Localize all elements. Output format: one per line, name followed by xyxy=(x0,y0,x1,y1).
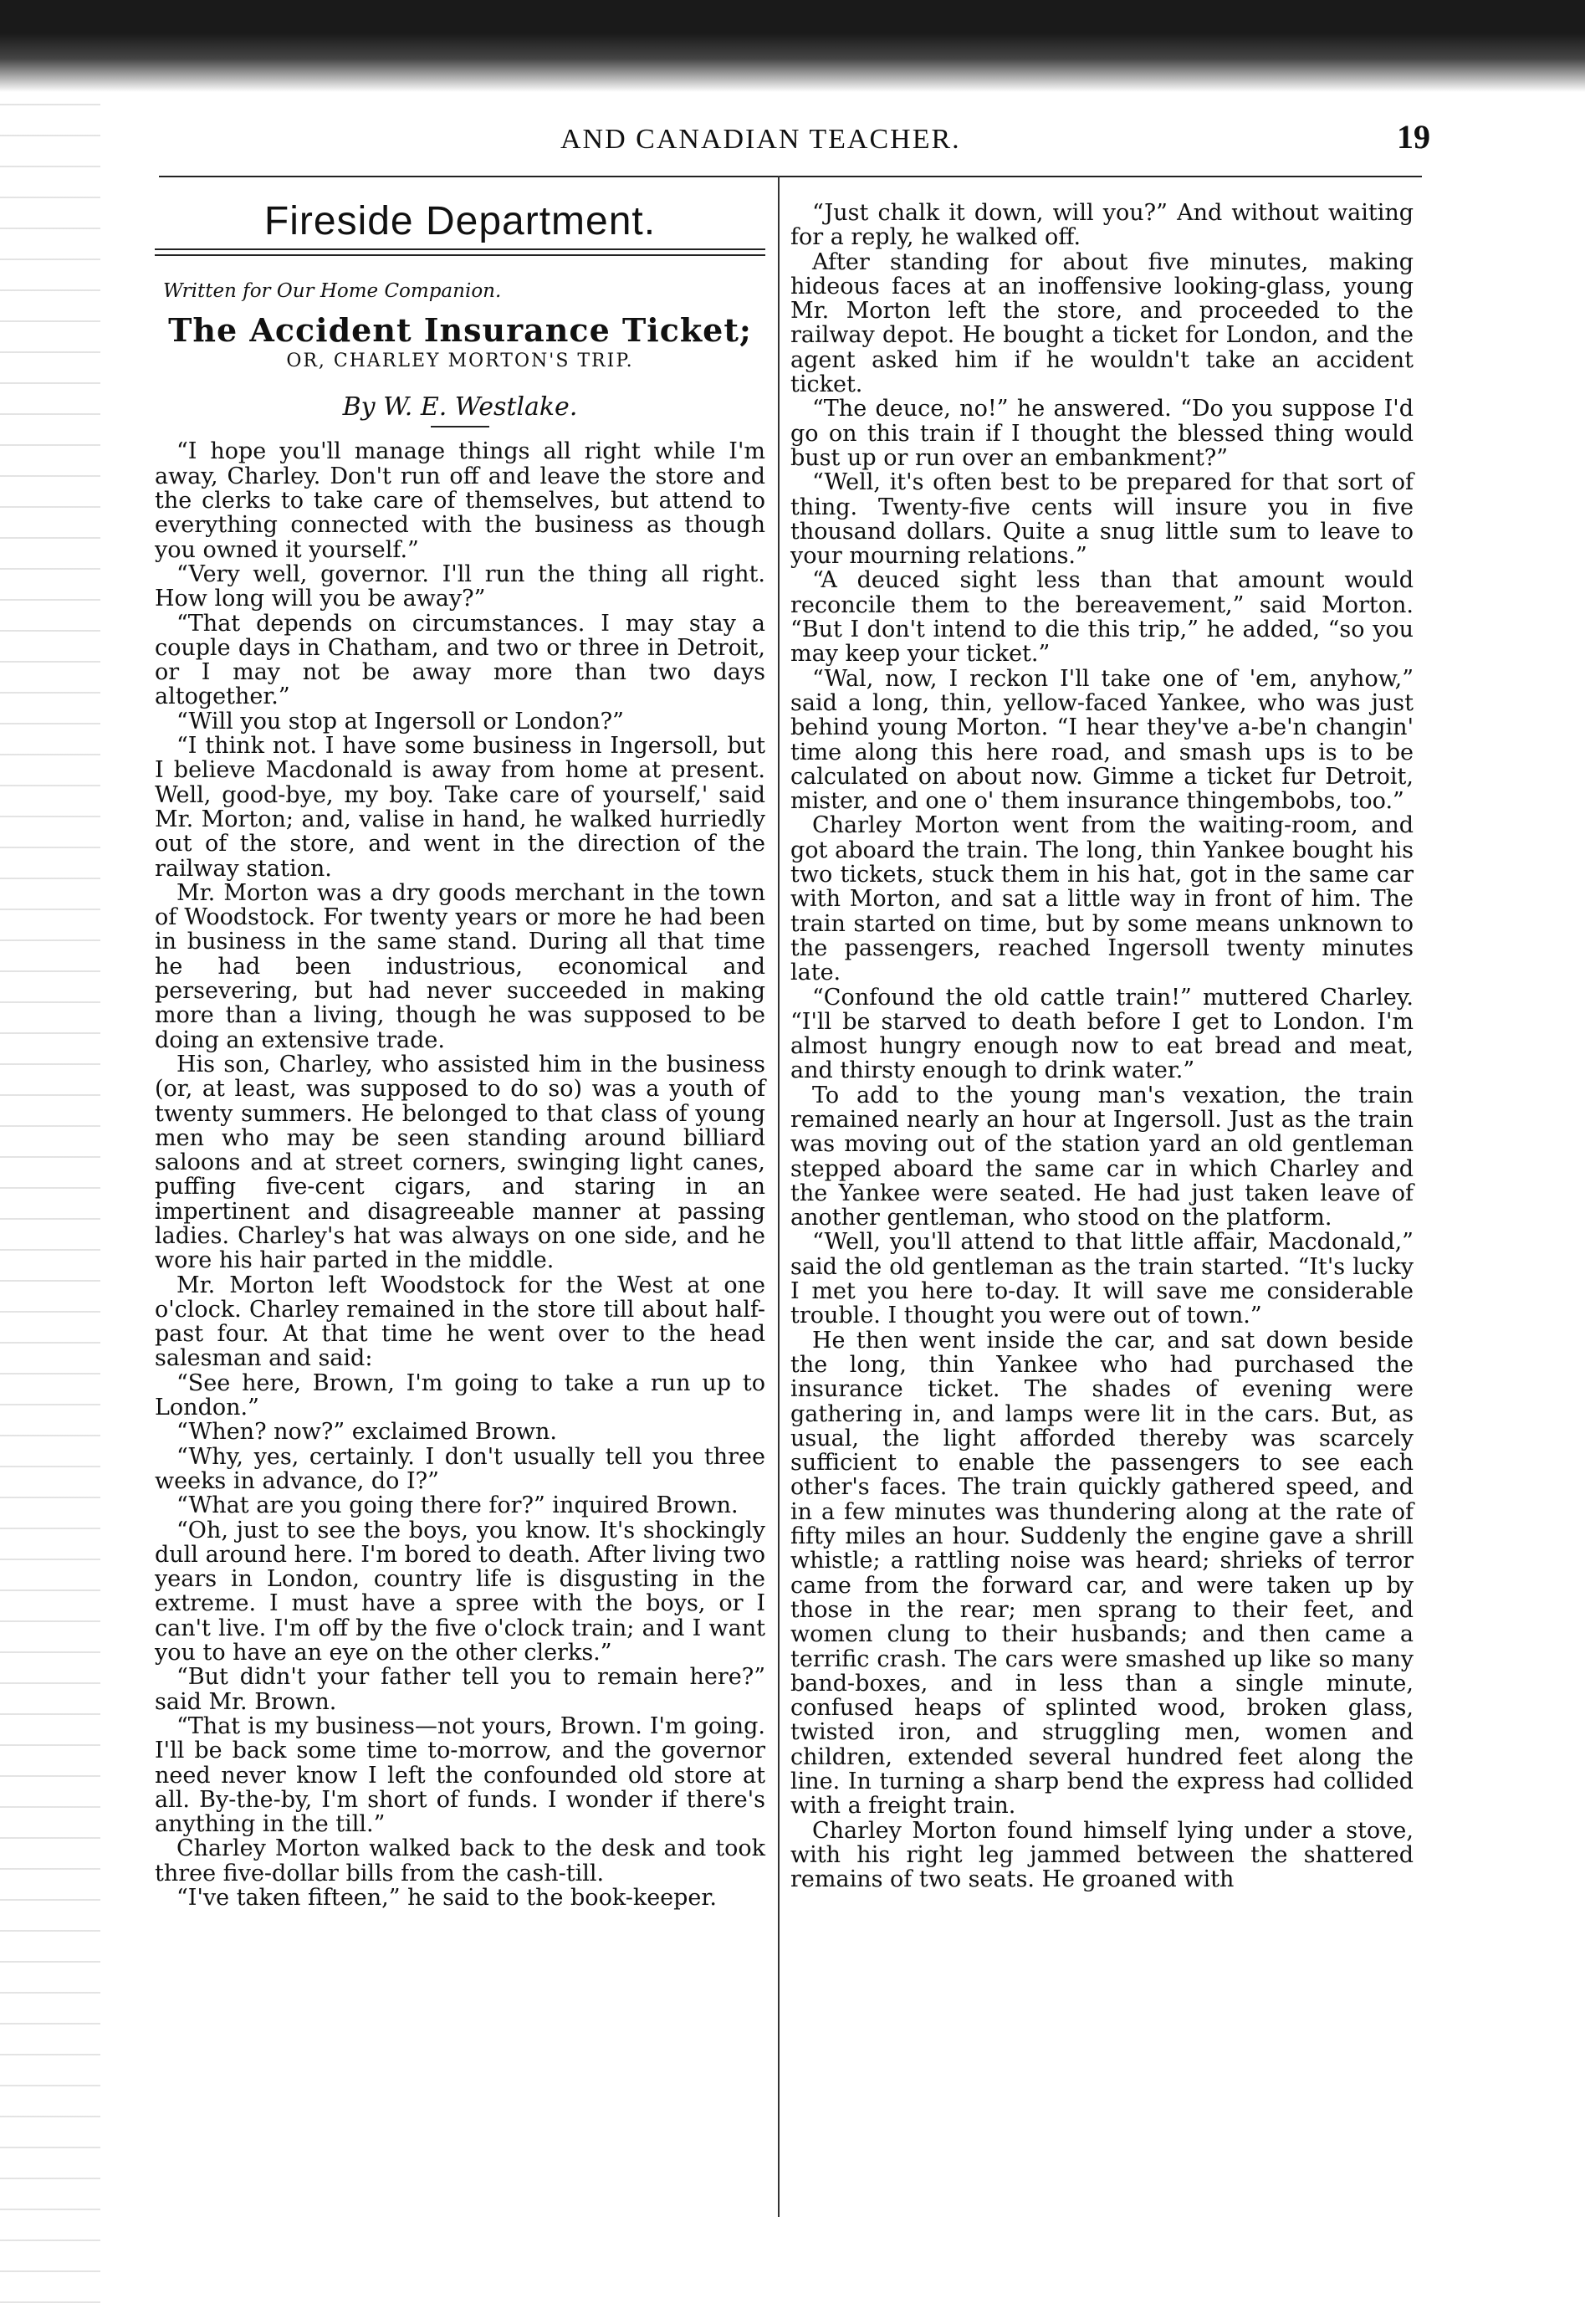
paragraph: Mr. Morton was a dry goods merchant in the town of Woodstock. For twenty years or more he had been in business in the same stand. During all that time he had been industrious, economical and persevering, but had never succeeded in making more than a living, though he was supposed to be doing an extensive trade. xyxy=(155,879,765,1053)
top-rule xyxy=(159,176,1422,177)
story-subtitle: OR, CHARLEY MORTON'S TRIP. xyxy=(286,350,634,371)
paragraph: “That is my business—not yours, Brown. I'm going. I'll be back some time to-morrow, and the governor need never know I left the confounded old store at all. By-the-by, I'm short of funds. I wonder if there's anything in the till.” xyxy=(155,1712,765,1838)
story-title: The Accident Insurance Ticket; xyxy=(168,310,752,349)
paragraph: “I've taken fifteen,” he said to the book-keeper. xyxy=(176,1885,717,1911)
paragraph: Mr. Morton left Woodstock for the West at one o'clock. Charley remained in the store till about half-past four. At that time he went over to the head salesman and said: xyxy=(155,1272,765,1372)
left-column xyxy=(155,192,765,1910)
paragraph: “Why, yes, certainly. I don't usually tell you three weeks in advance, do I?” xyxy=(155,1443,765,1494)
paragraph: “I hope you'll manage things all right while I'm away, Charley. Don't run off and leave the store and the clerks to take care of themselves, but attend to everything connected with the business as though you owned it yourself.” xyxy=(155,438,765,563)
paragraph: “Will you stop at Ingersoll or London?” xyxy=(176,708,624,735)
paragraph: “I think not. I have some business in Ingersoll, but I believe Macdonald is away from home at present. Well, good-bye, my boy. Take care of yourself,' said Mr. Morton; and, valise in hand, he walked hurriedly out of the store, and went in the direction of the railway station. xyxy=(155,733,765,882)
right-column xyxy=(790,201,1414,1891)
paragraph: Charley Morton found himself lying under a stove, with his right leg jammed between the shattered remains of two seats. He groaned with xyxy=(790,1817,1414,1893)
author-byline: By W. E. Westlake. xyxy=(342,392,578,422)
paragraph: “That depends on circumstances. I may stay a couple days in Chatham, and two or three in Detroit, or I may not be away more than two days altogether.” xyxy=(155,610,765,710)
paragraph: His son, Charley, who assisted him in the business (or, at least, was supposed to do so) was a youth of twenty summers. He belonged to that class of young men who may be seen standing around billiard saloons and at street corners, swinging light canes, puffing five-cent cigars, and staring in an impertinent and disagreeable manner at passing ladies. Charley's hat was always on one side, and he wore his hair parted in the middle. xyxy=(155,1051,765,1274)
paragraph: “The deuce, no!” he answered. “Do you suppose I'd go on this train if I thought the blessed thing would bust up or run over an embankment?” xyxy=(790,396,1414,471)
short-rule xyxy=(431,426,489,427)
written-for-note: Written for Our Home Companion. xyxy=(163,280,502,303)
scan-left-edge xyxy=(0,92,100,2317)
paragraph: “Well, it's often best to be prepared for that sort of thing. Twenty-five cents will insure you in five thousand dollars. Quite a snug little sum to leave to your mourning relations.” xyxy=(790,469,1414,570)
paragraph: To add to the young man's vexation, the train remained nearly an hour at Ingersoll. Just as the train was moving out of the station yard an old gentleman stepped aboard the same car in which Charley and the Yankee were seated. He had just taken leave of another gentleman, who stood on the platform. xyxy=(790,1082,1414,1231)
page-number: 19 xyxy=(1397,118,1430,156)
department-title: Fireside Department. xyxy=(263,199,657,243)
paragraph: “Oh, just to see the boys, you know. It's shockingly dull around here. I'm bored to death. After living two years in London, country life is disgusting in the extreme. I must have a spree with the boys, or I can't live. I'm off by the five o'clock train; and I want you to have an eye on the other clerks.” xyxy=(155,1517,765,1666)
paragraph: He then went inside the car, and sat down beside the long, thin Yankee who had purchased the insurance ticket. The shades of evening were gathering in, and lamps were lit in the cars. But, as usual, the light afforded thereby was scarcely sufficient to enable the passengers to see each other's faces. The train quickly gathered speed, and in a few minutes was thundering along at the rate of fifty miles an hour. Suddenly the engine gave a shrill whistle; a rattling noise was heard; shrieks of terror came from the forward car, and were taken up by those in the rear; men sprang to their feet, and women clung to their husbands; and then came a terrific crash. The cars were smashed up like so many band-boxes, and in less than a single minute, confused heaps of splinted wood, broken glass, twisted iron, and struggling men, women and children, extended several hundred feet along the line. In turning a sharp bend the express had collided with a freight train. xyxy=(790,1327,1414,1820)
paragraph: “Confound the old cattle train!” muttered Charley. “I'll be starved to death before I get to London. I'm almost hungry enough now to eat bread and meat, and thirsty enough to drink water.” xyxy=(790,984,1414,1084)
paragraph: Charley Morton went from the waiting-room, and got aboard the train. The long, thin Yankee bought his two tickets, stuck them in his hat, got in the same car with Morton, and sat a little way in front of him. The train started on time, but by some means unknown to the passengers, reached Ingersoll twenty minutes late. xyxy=(790,812,1414,986)
title-double-rule xyxy=(155,248,765,256)
paragraph: “Very well, governor. I'll run the thing all right. How long will you be away?” xyxy=(155,561,765,612)
paragraph: “A deuced sight less than that amount would reconcile them to the bereavement,” said Morton. “But I don't intend to die this trip,” he added, “so you may keep your ticket.” xyxy=(790,567,1414,668)
paragraph: “See here, Brown, I'm going to take a run up to London.” xyxy=(155,1369,765,1421)
scan-top-edge xyxy=(0,0,1585,92)
running-head: AND CANADIAN TEACHER. xyxy=(560,124,961,155)
paragraph: “Just chalk it down, will you?” And without waiting for a reply, he walked off. xyxy=(790,200,1414,251)
paragraph: After standing for about five minutes, making hideous faces at an inoffensive looking-glass, young Mr. Morton left the store, and proceeded to the railway depot. He bought a ticket for London, and the agent asked him if he wouldn't take an accident ticket. xyxy=(790,248,1414,398)
paragraph: Charley Morton walked back to the desk and took three five-dollar bills from the cash-till. xyxy=(155,1835,765,1886)
column-divider xyxy=(778,176,780,2217)
paragraph: “Well, you'll attend to that little affair, Macdonald,” said the old gentleman as the train started. “It's lucky I met you here to-day. It will save me considerable trouble. I thought you were out of town.” xyxy=(790,1229,1414,1329)
paragraph: “What are you going there for?” inquired Brown. xyxy=(176,1492,739,1519)
paragraph: “When? now?” exclaimed Brown. xyxy=(176,1419,557,1446)
paragraph: “But didn't your father tell you to remain here?” said Mr. Brown. xyxy=(155,1664,765,1715)
paragraph: “Wal, now, I reckon I'll take one of 'em, anyhow,” said a long, thin, yellow-faced Yankee, who was just behind young Morton. “I hear they've a-be'n changin' time along this here road, and smash ups is to be calculated on about now. Gimme a ticket fur Detroit, mister, and one o' them insurance thingembobs, too.” xyxy=(790,665,1414,815)
